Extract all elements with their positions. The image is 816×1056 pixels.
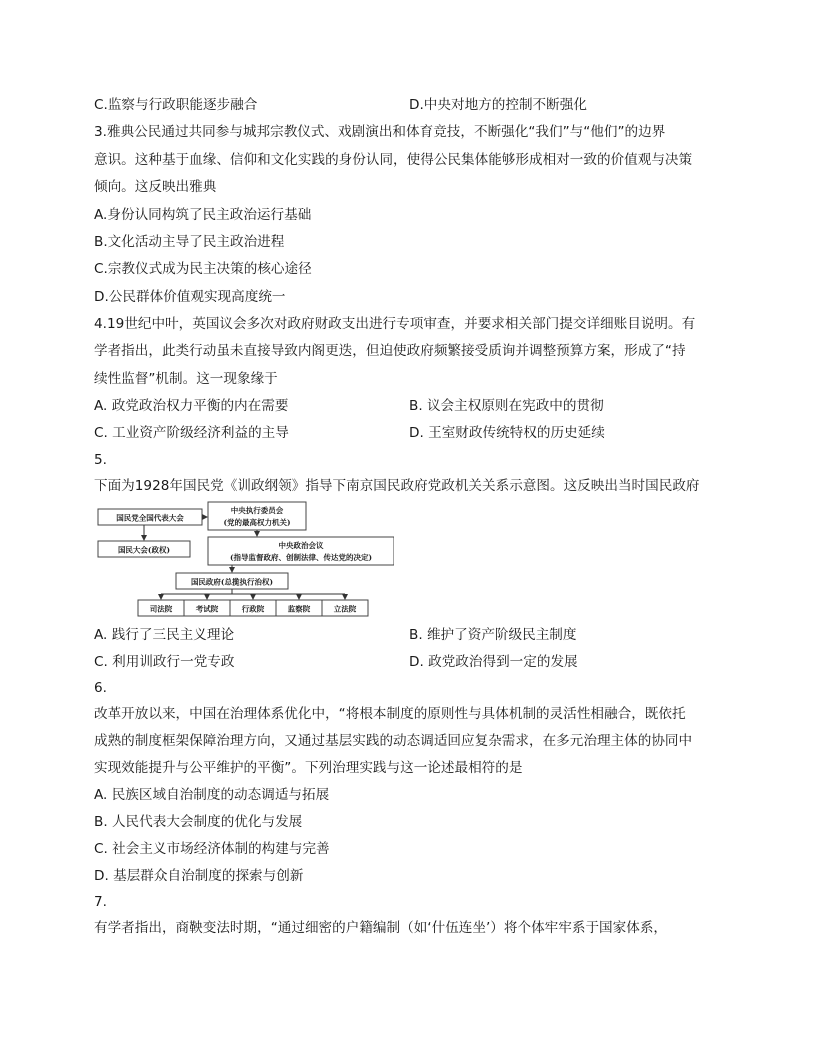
q6-stem-line-2: 成熟的制度框架保障治理方向，又通过基层实践的动态调适回应复杂需求，在多元治理主体的协同中 [94,733,693,749]
yuan-judicial: 司法院 [149,604,173,614]
party-government-diagram [94,500,394,620]
q3-option-d: D.公民群体价值观实现高度统一 [94,289,286,305]
q6-option-b: B. 人民代表大会制度的优化与发展 [94,814,303,830]
svg-text:中央执行委员会: 中央执行委员会 [230,506,284,515]
q7-stem-line-1: 有学者指出，商鞅变法时期，“通过细密的户籍编制（如‘什伍连坐’）将个体牢牢系于国家体系， [94,920,668,936]
q6-number: 6. [94,680,107,696]
q3-option-c: C.宗教仪式成为民主决策的核心途径 [94,261,312,277]
node-central-political-council [208,537,394,565]
q3-option-a: A.身份认同构筑了民主政治运行基础 [94,207,312,223]
node-five-yuan [138,600,368,616]
node-central-executive-committee [208,502,306,530]
q5-stem-line-1: 下面为1928年国民党《训政纲领》指导下南京国民政府党政机关关系示意图。这反映出当时国民政府 [94,478,700,494]
q5-option-a: A. 践行了三民主义理论 [94,627,235,643]
q6-option-d: D. 基层群众自治制度的探索与创新 [94,868,304,884]
q4-stem-line-2: 学者指出，此类行动虽未直接导致内阁更迭，但迫使政府频繁接受质询并调整预算方案，形成了“持 [94,343,686,359]
q4-stem-line-1: 4.19世纪中叶，英国议会多次对政府财政支出进行专项审查，并要求相关部门提交详细账目说明。有 [94,316,696,332]
q2-option-d: D.中央对地方的控制不断强化 [409,97,587,113]
q4-option-d: D. 王室财政传统特权的历史延续 [409,425,605,441]
yuan-executive: 行政院 [241,604,265,614]
q5-option-c: C. 利用训政行一党专政 [94,654,235,670]
svg-text:中央政治会议: 中央政治会议 [278,541,324,550]
q3-stem-line-1: 3.雅典公民通过共同参与城邦宗教仪式、戏剧演出和体育竞技，不断强化“我们”与“他们”的边界 [94,124,666,140]
svg-text:国民大会(政权): 国民大会(政权) [117,545,171,555]
node-national-assembly [98,541,190,557]
yuan-examination: 考试院 [195,604,219,614]
q6-option-c: C. 社会主义市场经济体制的构建与完善 [94,841,330,857]
q3-stem-line-3: 倾向。这反映出雅典 [94,179,217,195]
q4-stem-line-3: 续性监督”机制。这一现象缘于 [94,371,278,387]
q6-stem-line-1: 改革开放以来，中国在治理体系优化中，“将根本制度的原则性与具体机制的灵活性相融合，既依托 [94,706,686,722]
q4-option-b: B. 议会主权原则在宪政中的贯彻 [409,398,604,414]
q6-option-a: A. 民族区域自治制度的动态调适与拓展 [94,787,330,803]
q6-stem-line-3: 实现效能提升与公平维护的平衡”。下列治理实践与这一论述最相符的是 [94,760,523,776]
q3-option-b: B.文化活动主导了民主政治进程 [94,234,285,250]
q5-option-d: D. 政党政治得到一定的发展 [409,654,578,670]
q7-number: 7. [94,894,107,910]
q4-option-c: C. 工业资产阶级经济利益的主导 [94,425,289,441]
node-national-government [176,573,288,589]
q2-option-c: C.监察与行政职能逐步融合 [94,97,258,113]
svg-text:国民政府(总揽执行治权): 国民政府(总揽执行治权) [190,577,274,587]
q5-option-b: B. 维护了资产阶级民主制度 [409,627,577,643]
q3-stem-line-2: 意识。这种基于血缘、信仰和文化实践的身份认同，使得公民集体能够形成相对一致的价值观与决策 [94,152,693,168]
q4-option-a: A. 政党政治权力平衡的内在需要 [94,398,289,414]
q5-number: 5. [94,452,107,468]
svg-text:国民党全国代表大会: 国民党全国代表大会 [116,513,184,523]
svg-text:(指导监督政府、创制法律、传达党的决定): (指导监督政府、创制法律、传达党的决定) [229,553,373,562]
yuan-legislative: 立法院 [333,604,357,614]
svg-text:(党的最高权力机关): (党的最高权力机关) [223,518,291,527]
yuan-control: 监察院 [287,604,311,614]
node-national-party-congress [98,509,202,525]
